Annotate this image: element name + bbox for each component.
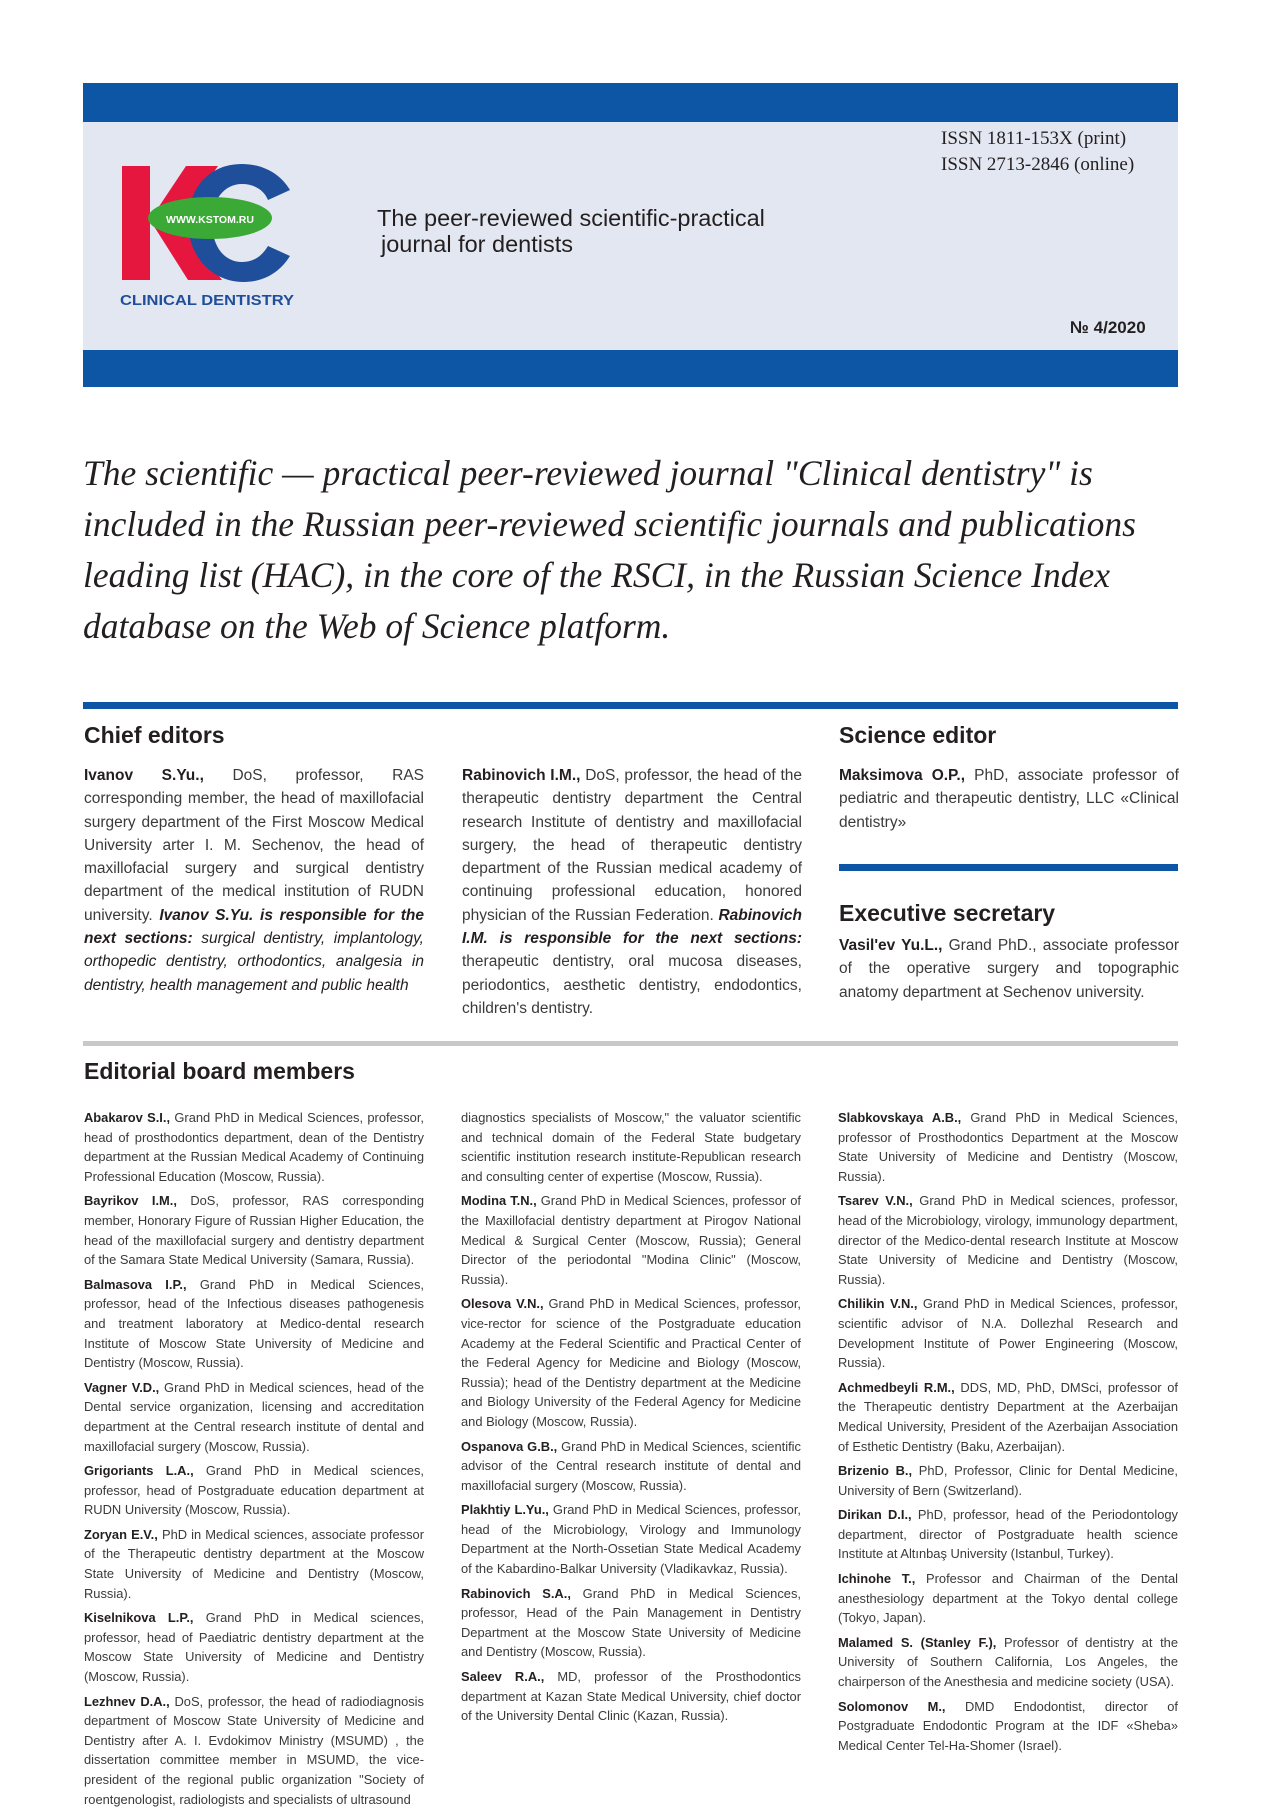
- board-member-entry: [838, 1108, 1178, 1186]
- board-member-description: MD, professor of the Prosthodontics department at Kazan State Medical University, chief doctor of the University Dental Clinic (Kazan, Russia).: [461, 1669, 801, 1724]
- intro-statement: The scientific — practical peer-reviewed journal "Clinical dentistry" is included in the Russian peer-reviewed scientific journals and publications leading list (HAC), in the core of the RSCI, in the Russian Science Index database on the Web of Science platform.: [83, 453, 1136, 646]
- board-column-3: [838, 1108, 1178, 1760]
- board-member-entry: [838, 1378, 1178, 1456]
- board-member-entry: [838, 1569, 1178, 1628]
- board-member-name: Tsarev V.N.,: [838, 1193, 913, 1209]
- section-divider: [83, 702, 1178, 709]
- science-editor-divider: [839, 864, 1178, 871]
- board-member-description: Grand PhD in Medical sciences, head of the Dental service organization, licensing and accreditation department at the Central research institute of dental and maxillofacial surgery (Moscow, Russia).: [84, 1379, 424, 1454]
- board-member-description: Grand PhD in Medical Sciences, professor, Head of the Pain Management in Dentistry Department at the Moscow State University of Medicine and Dentistry (Moscow, Russia).: [461, 1585, 801, 1660]
- board-member-entry: [461, 1584, 801, 1662]
- journal-logo: [118, 162, 298, 310]
- board-member-name: Zoryan E.V.,: [84, 1526, 158, 1542]
- editor-description: PhD, associate professor of pediatric and therapeutic dentistry, LLC «Clinical dentistry»: [839, 767, 1179, 831]
- board-member-entry: [461, 1191, 801, 1289]
- board-member-entry: [461, 1108, 801, 1186]
- board-member-entry: [84, 1191, 424, 1269]
- board-member-description: PhD in Medical sciences, associate professor of the Therapeutic dentistry department at the Moscow State University of Medicine and Dentistry (Moscow, Russia).: [84, 1526, 424, 1601]
- issue-number: № 4/2020: [1070, 318, 1146, 337]
- logo-url: WWW.KSTOM.RU: [166, 214, 254, 226]
- board-member-entry: [838, 1505, 1178, 1564]
- journal-tagline: [377, 205, 765, 257]
- chief-editors-heading: Chief editors: [84, 722, 225, 748]
- editor-description: DoS, professor, the head of the therapeutic dentistry department the Central research Institute of dentistry and maxillofacial surgery, the head of therapeutic dentistry department of the Russian medical academy of continuing professional education, honored physician of the Russian Federation.: [462, 767, 802, 924]
- board-member-name: Chilikin V.N.,: [838, 1296, 918, 1312]
- science-editor-heading: Science editor: [839, 722, 997, 748]
- board-member-description: Grand PhD in Medical sciences, professor, head of Postgraduate education department at RUDN University (Moscow, Russia).: [84, 1463, 424, 1518]
- editor-responsibility: Rabinovich I.M. is responsible for the next sections:: [462, 906, 802, 948]
- board-member-name: Saleev R.A.,: [461, 1669, 545, 1685]
- board-member-entry: [84, 1108, 424, 1186]
- chief-editor-rabinovich: [462, 764, 802, 1020]
- board-member-entry: [838, 1461, 1178, 1500]
- issn-online: ISSN 2713-2846 (online): [941, 154, 1135, 175]
- board-member-description: Grand PhD in Medical sciences, professor, head of the Microbiology, virology, immunology department, director of the Medico-dental research Institute at Moscow State University of Medicine and Dentistry (Moscow, Russia).: [838, 1193, 1178, 1287]
- board-member-name: Solomonov M.,: [838, 1698, 946, 1714]
- board-member-name: Abakarov S.I.,: [84, 1110, 171, 1125]
- board-member-description: PhD, professor, head of the Periodontology department, director of Postgraduate health science Institute at Altınbaş University (Istanbul, Turkey).: [838, 1507, 1178, 1562]
- board-member-description: Grand PhD in Medical sciences, professor, head of Paediatric dentistry department at the Moscow State University of Medicine and Dentistry (Moscow, Russia).: [84, 1610, 424, 1685]
- science-editor-entry: [839, 764, 1179, 834]
- editor-responsibility: Ivanov S.Yu. is responsible for the next sections:: [84, 906, 425, 948]
- board-member-description: DoS, professor, the head of radiodiagnosis department of Moscow State University of Medicine and Dentistry after A. I. Evdokimov Ministry (MSUMD) , the dissertation committee member in MSUMD, the vice-president of the regional public organization "Society of roentgenologist, radiologists and specialists of ultrasound: [84, 1693, 424, 1807]
- board-member-description: DMD Endodontist, director of Postgraduate Endodontic Program at the IDF «Sheba» Medical Center Tel-Ha-Shomer (Israel).: [838, 1698, 1178, 1753]
- board-member-name: Plakhtiy L.Yu.,: [461, 1502, 549, 1518]
- board-member-entry: [461, 1667, 801, 1726]
- board-member-description: DoS, professor, RAS corresponding member, Honorary Figure of Russian Higher Education, the head of the maxillofacial surgery and dentistry department of the Samara State Medical University (Samara, Russia).: [84, 1193, 424, 1268]
- board-member-entry: [461, 1437, 801, 1496]
- editor-sections: therapeutic dentistry, oral mucosa diseases, periodontics, aesthetic dentistry, endodontics, children's dentistry.: [462, 953, 802, 1017]
- board-member-entry: [84, 1525, 424, 1603]
- board-member-description: Grand PhD in Medical Sciences, professor, head of the Microbiology, Virology and Immunology Department at the North-Ossetian State Medical Academy of the Kabardino-Balkar University (Vladikavkaz, Russia).: [461, 1502, 801, 1577]
- editor-description: Grand PhD., associate professor of the operative surgery and topographic anatomy department at Sechenov university.: [839, 937, 1179, 1001]
- editor-name: Ivanov S.Yu.,: [84, 767, 204, 784]
- logo-caption: CLINICAL DENTISTRY: [120, 293, 295, 309]
- board-member-entry: [461, 1500, 801, 1578]
- board-member-entry: [838, 1191, 1178, 1289]
- board-member-description: DDS, MD, PhD, DMSci, professor of the Therapeutic dentistry Department at the Azerbaijan Medical University, President of the Azerbaijan Association of Esthetic Dentistry (Baku, Azerbaijan).: [838, 1379, 1179, 1454]
- editor-name: Maksimova O.P.,: [839, 767, 966, 784]
- chief-editor-ivanov: [84, 764, 424, 997]
- board-member-name: Dirikan D.I.,: [838, 1507, 912, 1523]
- editor-name: Rabinovich I.M.,: [462, 767, 581, 784]
- board-member-name: Modina T.N.,: [461, 1193, 537, 1209]
- board-member-description: PhD, Professor, Clinic for Dental Medicine, University of Bern (Switzerland).: [838, 1463, 1179, 1498]
- board-member-name: Ichinohe T.,: [838, 1571, 916, 1587]
- board-member-description: Grand PhD in Medical Sciences, professor, head of the Infectious diseases pathogenesis and treatment laboratory at Medico-dental research Institute of Moscow State University of Medicine and Dentistry (Moscow, Russia).: [84, 1276, 424, 1371]
- executive-secretary-entry: [839, 934, 1179, 1004]
- board-member-name: Olesova V.N.,: [461, 1296, 544, 1312]
- board-member-name: Slabkovskaya A.B.,: [838, 1110, 962, 1125]
- board-member-description: Grand PhD in Medical Sciences, scientific advisor of the Central research institute of dental and maxillofacial surgery (Moscow, Russia).: [461, 1438, 801, 1493]
- board-column-1: [84, 1108, 424, 1814]
- board-member-name: Kiselnikova L.P.,: [84, 1610, 194, 1626]
- issn-print: ISSN 1811-153X (print): [941, 128, 1127, 149]
- board-member-description: Professor and Chairman of the Dental anesthesiology department at the Tokyo dental college (Tokyo, Japan).: [838, 1571, 1178, 1626]
- board-member-entry: [84, 1461, 424, 1520]
- board-member-entry: [461, 1294, 801, 1431]
- editorial-board-heading: Editorial board members: [84, 1058, 355, 1084]
- board-member-name: Bayrikov I.M.,: [84, 1193, 177, 1209]
- editor-name: Vasil'ev Yu.L.,: [839, 937, 943, 954]
- board-member-name: Vagner V.D.,: [84, 1379, 160, 1395]
- board-member-entry: [838, 1294, 1178, 1372]
- board-member-name: Grigoriants L.A.,: [84, 1463, 194, 1479]
- editor-description: DoS, professor, RAS corresponding member, the head of maxillofacial surgery department of the First Moscow Medical University arter I. M. Sechenov, the head of maxillofacial surgery and surgical dentistry department of the medical institution of RUDN university.: [84, 767, 424, 924]
- board-member-entry: [838, 1697, 1178, 1756]
- header-bottom-bar: [83, 350, 1178, 387]
- header-top-bar: [83, 83, 1178, 122]
- board-member-entry: [838, 1633, 1178, 1692]
- board-member-description: diagnostics specialists of Moscow," the valuator scientific and technical domain of the Federal State budgetary scientific institution research institute-Republican research and consulting center of expertise (Moscow, Russia).: [461, 1110, 801, 1184]
- board-member-description: Grand PhD in Medical Sciences, professor of the Maxillofacial dentistry department at Pirogov National Medical & Surgical Center (Moscow, Russia); General Director of the periodontal "Modina Clinic" (Moscow, Russia).: [461, 1193, 801, 1287]
- board-member-description: Grand PhD in Medical Sciences, professor of Prosthodontics Department at the Moscow State University of Medicine and Dentistry (Moscow, Russia).: [838, 1110, 1178, 1184]
- board-member-entry: [84, 1378, 424, 1456]
- board-member-entry: [84, 1608, 424, 1686]
- board-member-description: Professor of dentistry at the University of Southern California, Los Angeles, the chairperson of the Anesthesia and medicine society (USA).: [838, 1634, 1178, 1690]
- board-member-name: Achmedbeyli R.M.,: [838, 1379, 955, 1395]
- board-member-entry: [84, 1275, 424, 1373]
- board-member-description: Grand PhD in Medical Sciences, professor, vice-rector for science of the Postgraduate education Academy at the Federal Scientific and Practical Center of the Federal Agency for Medicine and Biology (Moscow, Russia); head of the Dentistry department at the Medicine and Biology University of the Federal Agency for Medicine and Biology (Moscow, Russia).: [461, 1296, 801, 1429]
- executive-secretary-heading: Executive secretary: [839, 900, 1056, 926]
- board-member-name: Lezhnev D.A.,: [84, 1693, 170, 1709]
- board-divider: [83, 1041, 1178, 1046]
- board-member-description: Grand PhD in Medical Sciences, professor, head of prosthodontics department, dean of the Dentistry department at the Russian Medical Academy of Continuing Professional Education (Moscow, Russia).: [84, 1110, 424, 1184]
- board-member-name: Ospanova G.B.,: [461, 1438, 558, 1454]
- board-member-name: Brizenio B.,: [838, 1463, 913, 1479]
- board-member-name: Balmasova I.P.,: [84, 1276, 187, 1292]
- editor-sections: surgical dentistry, implantology, orthopedic dentistry, orthodontics, analgesia in dentistry, health management and public health: [84, 930, 424, 994]
- tagline-line-1: The peer-reviewed scientific-practical: [377, 205, 765, 231]
- board-member-description: Grand PhD in Medical Sciences, professor, scientific advisor of N.A. Dollezhal Research and Development Institute of Power Engineering (Moscow, Russia).: [838, 1296, 1178, 1371]
- board-member-name: Rabinovich S.A.,: [461, 1585, 571, 1601]
- board-member-entry: [84, 1692, 424, 1810]
- board-column-2: [461, 1108, 801, 1731]
- tagline-line-2: journal for dentists: [381, 231, 574, 257]
- board-member-name: Malamed S. (Stanley F.),: [838, 1634, 997, 1650]
